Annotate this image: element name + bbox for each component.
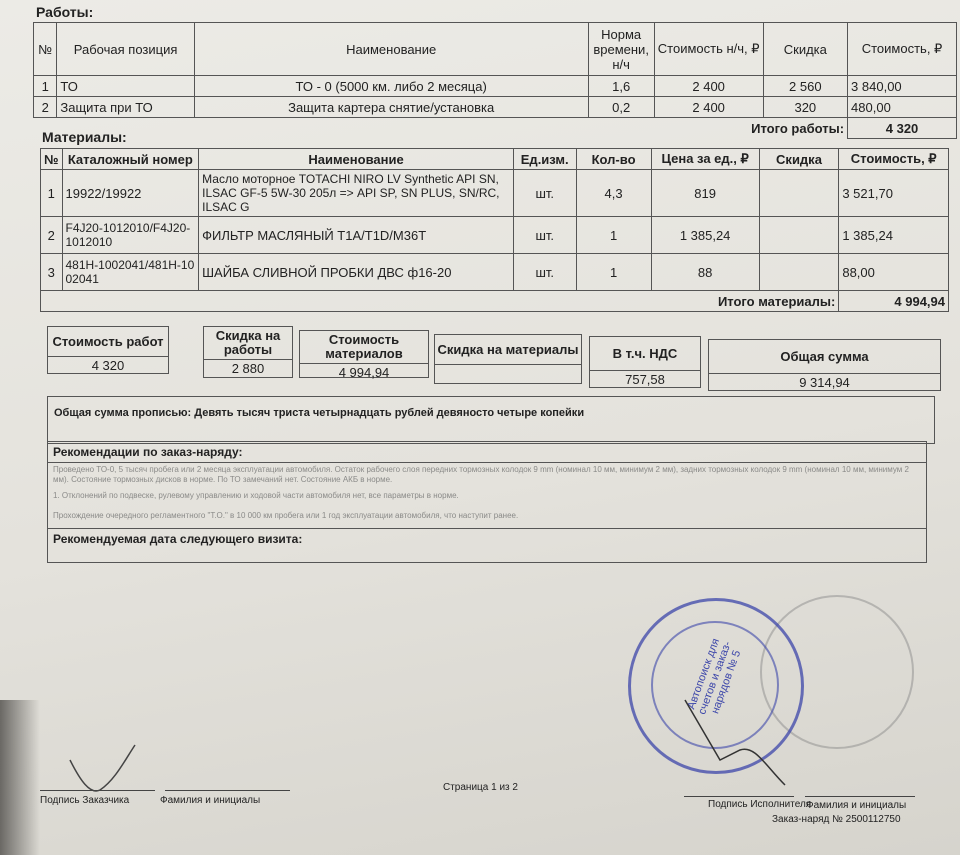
works-header-position: Рабочая позиция bbox=[57, 23, 194, 76]
works-cell-rate: 2 400 bbox=[654, 97, 763, 118]
materials-total-row bbox=[41, 291, 949, 312]
summary-materials-cost bbox=[299, 330, 429, 378]
works-cell-discount: 2 560 bbox=[763, 76, 847, 97]
mat-cell-cost: 3 521,70 bbox=[839, 170, 949, 217]
summary-total bbox=[708, 339, 941, 391]
customer-sign-label: Подпись Заказчика bbox=[40, 795, 130, 806]
mat-header-qty: Кол-во bbox=[576, 149, 651, 170]
recommendation-line: 1. Отклонений по подвеске, рулевому управлению и ходовой части автомобиля нет, все параметры в норме. bbox=[53, 491, 459, 500]
works-cell-rate: 2 400 bbox=[654, 76, 763, 97]
recommendations-block bbox=[47, 441, 927, 563]
mat-cell-catalog: 19922/19922 bbox=[62, 170, 199, 217]
works-header-norm: Норма времени, н/ч bbox=[588, 23, 654, 76]
summary-vat bbox=[589, 336, 701, 388]
executor-name-label: Фамилия и инициалы bbox=[806, 800, 907, 811]
summary-value: 9 314,94 bbox=[799, 375, 850, 390]
works-total-label: Итого работы: bbox=[751, 120, 845, 136]
executor-signature bbox=[680, 690, 790, 790]
table-row bbox=[34, 97, 957, 118]
summary-label: В т.ч. НДС bbox=[590, 337, 700, 371]
page-number: Страница 1 из 2 bbox=[443, 782, 518, 793]
summary-materials-discount bbox=[434, 334, 582, 384]
works-total-row bbox=[34, 118, 957, 139]
mat-cell-n: 1 bbox=[41, 170, 63, 217]
mat-cell-n: 3 bbox=[41, 254, 63, 291]
summary-work-discount bbox=[203, 326, 293, 378]
mat-header-price: Цена за ед., ₽ bbox=[651, 149, 759, 170]
mat-header-catalog: Каталожный номер bbox=[62, 149, 199, 170]
works-header-n: № bbox=[34, 23, 57, 76]
customer-signature bbox=[60, 740, 140, 800]
works-cell-position: ТО bbox=[57, 76, 194, 97]
customer-name-label: Фамилия и инициалы bbox=[160, 795, 261, 806]
summary-value bbox=[435, 365, 581, 367]
recommendation-line: Прохождение очередного регламентного "Т.О." в 10 000 км пробега или 1 год эксплуатации автомобиля, что наступит ранее. bbox=[53, 511, 519, 520]
summary-value: 2 880 bbox=[231, 361, 265, 376]
mat-cell-price: 88 bbox=[651, 254, 759, 291]
mat-cell-qty: 4,3 bbox=[576, 170, 651, 217]
mat-cell-catalog: F4J20-1012010/F4J20-1012010 bbox=[62, 217, 199, 254]
works-table bbox=[33, 22, 957, 139]
table-row bbox=[41, 254, 949, 291]
materials-total-value: 4 994,94 bbox=[839, 291, 949, 312]
works-cell-n: 2 bbox=[34, 97, 57, 118]
mat-cell-discount bbox=[759, 170, 839, 217]
mat-cell-discount bbox=[759, 254, 839, 291]
works-cell-cost: 480,00 bbox=[848, 97, 957, 118]
summary-value: 757,58 bbox=[625, 372, 665, 387]
total-in-words: Общая сумма прописью: Девять тысяч триста четырнадцать рублей девяносто четыре копейки bbox=[47, 396, 935, 444]
table-row bbox=[34, 76, 957, 97]
mat-cell-qty: 1 bbox=[576, 254, 651, 291]
materials-title: Материалы: bbox=[42, 129, 127, 145]
works-header-rate: Стоимость н/ч, ₽ bbox=[654, 23, 763, 76]
mat-cell-name: ШАЙБА СЛИВНОЙ ПРОБКИ ДВС ф16-20 bbox=[199, 254, 514, 291]
mat-header-discount: Скидка bbox=[759, 149, 839, 170]
works-cell-n: 1 bbox=[34, 76, 57, 97]
executor-sign-label: Подпись Исполнителя bbox=[708, 799, 812, 810]
mat-cell-unit: шт. bbox=[513, 254, 576, 291]
materials-total-label: Итого материалы: bbox=[41, 291, 839, 312]
mat-cell-n: 2 bbox=[41, 217, 63, 254]
mat-cell-discount bbox=[759, 217, 839, 254]
mat-cell-name: ФИЛЬТР МАСЛЯНЫЙ T1A/T1D/M36T bbox=[199, 217, 514, 254]
works-header-discount: Скидка bbox=[763, 23, 847, 76]
works-header-name: Наименование bbox=[194, 23, 588, 76]
works-total-value: 4 320 bbox=[848, 118, 957, 139]
mat-cell-qty: 1 bbox=[576, 217, 651, 254]
summary-label: Скидка на материалы bbox=[435, 335, 581, 365]
recommendations-title: Рекомендации по заказ-наряду: bbox=[48, 442, 926, 463]
mat-cell-catalog: 481H-1002041/481H-1002041 bbox=[62, 254, 199, 291]
works-cell-norm: 0,2 bbox=[588, 97, 654, 118]
customer-name-line bbox=[165, 790, 290, 791]
summary-label: Скидка на работы bbox=[204, 327, 292, 360]
mat-header-n: № bbox=[41, 149, 63, 170]
materials-table bbox=[40, 148, 949, 312]
mat-cell-unit: шт. bbox=[513, 170, 576, 217]
mat-cell-cost: 88,00 bbox=[839, 254, 949, 291]
next-visit-label: Рекомендуемая дата следующего визита: bbox=[48, 528, 926, 549]
summary-label: Стоимость работ bbox=[48, 327, 168, 357]
table-row bbox=[41, 170, 949, 217]
summary-value: 4 994,94 bbox=[338, 365, 390, 380]
works-cell-name: ТО - 0 (5000 км. либо 2 месяца) bbox=[194, 76, 588, 97]
stamp-text: Автопоиск для счетов и заказ-нарядов № 5 bbox=[685, 636, 744, 717]
customer-sign-line bbox=[40, 790, 155, 791]
works-cell-position: Защита при ТО bbox=[57, 97, 194, 118]
works-cell-name: Защита картера снятие/установка bbox=[194, 97, 588, 118]
works-cell-cost: 3 840,00 bbox=[848, 76, 957, 97]
mat-header-unit: Ед.изм. bbox=[513, 149, 576, 170]
mat-header-name: Наименование bbox=[199, 149, 514, 170]
works-header-cost: Стоимость, ₽ bbox=[848, 23, 957, 76]
works-cell-discount: 320 bbox=[763, 97, 847, 118]
works-cell-norm: 1,6 bbox=[588, 76, 654, 97]
recommendation-line: Проведено ТО-0, 5 тысяч пробега или 2 месяца эксплуатации автомобиля. Остаток рабочего слоя передних тормозных колодок 9 mm (номинал 10 мм, минимум 2 мм), задних тормозных колодок 9 mm (номинал 10 мм, минимум 2 мм). Состояние тормозных дисков в норме. По ТО замечаний нет. Состояние АКБ в норме. bbox=[53, 465, 909, 484]
finger-shadow bbox=[0, 700, 40, 855]
works-header-row bbox=[34, 23, 957, 76]
summary-label: Общая сумма bbox=[709, 340, 940, 374]
order-number: Заказ-наряд № 2500112750 bbox=[772, 814, 901, 825]
mat-header-cost: Стоимость, ₽ bbox=[839, 149, 949, 170]
summary-label: Стоимость материалов bbox=[300, 331, 428, 364]
works-title: Работы: bbox=[36, 4, 94, 20]
executor-name-line bbox=[805, 796, 915, 797]
mat-cell-cost: 1 385,24 bbox=[839, 217, 949, 254]
summary-value: 4 320 bbox=[91, 358, 125, 373]
mat-cell-price: 819 bbox=[651, 170, 759, 217]
table-row bbox=[41, 217, 949, 254]
mat-cell-name: Масло моторное TOTACHI NIRO LV Synthetic API SN, ILSAC GF-5 5W-30 205л => API SP, SN PLUS, SN/RC, ILSAC G bbox=[199, 170, 514, 217]
summary-work-cost bbox=[47, 326, 169, 374]
materials-header-row bbox=[41, 149, 949, 170]
executor-sign-line bbox=[684, 796, 794, 797]
mat-cell-price: 1 385,24 bbox=[651, 217, 759, 254]
mat-cell-unit: шт. bbox=[513, 217, 576, 254]
